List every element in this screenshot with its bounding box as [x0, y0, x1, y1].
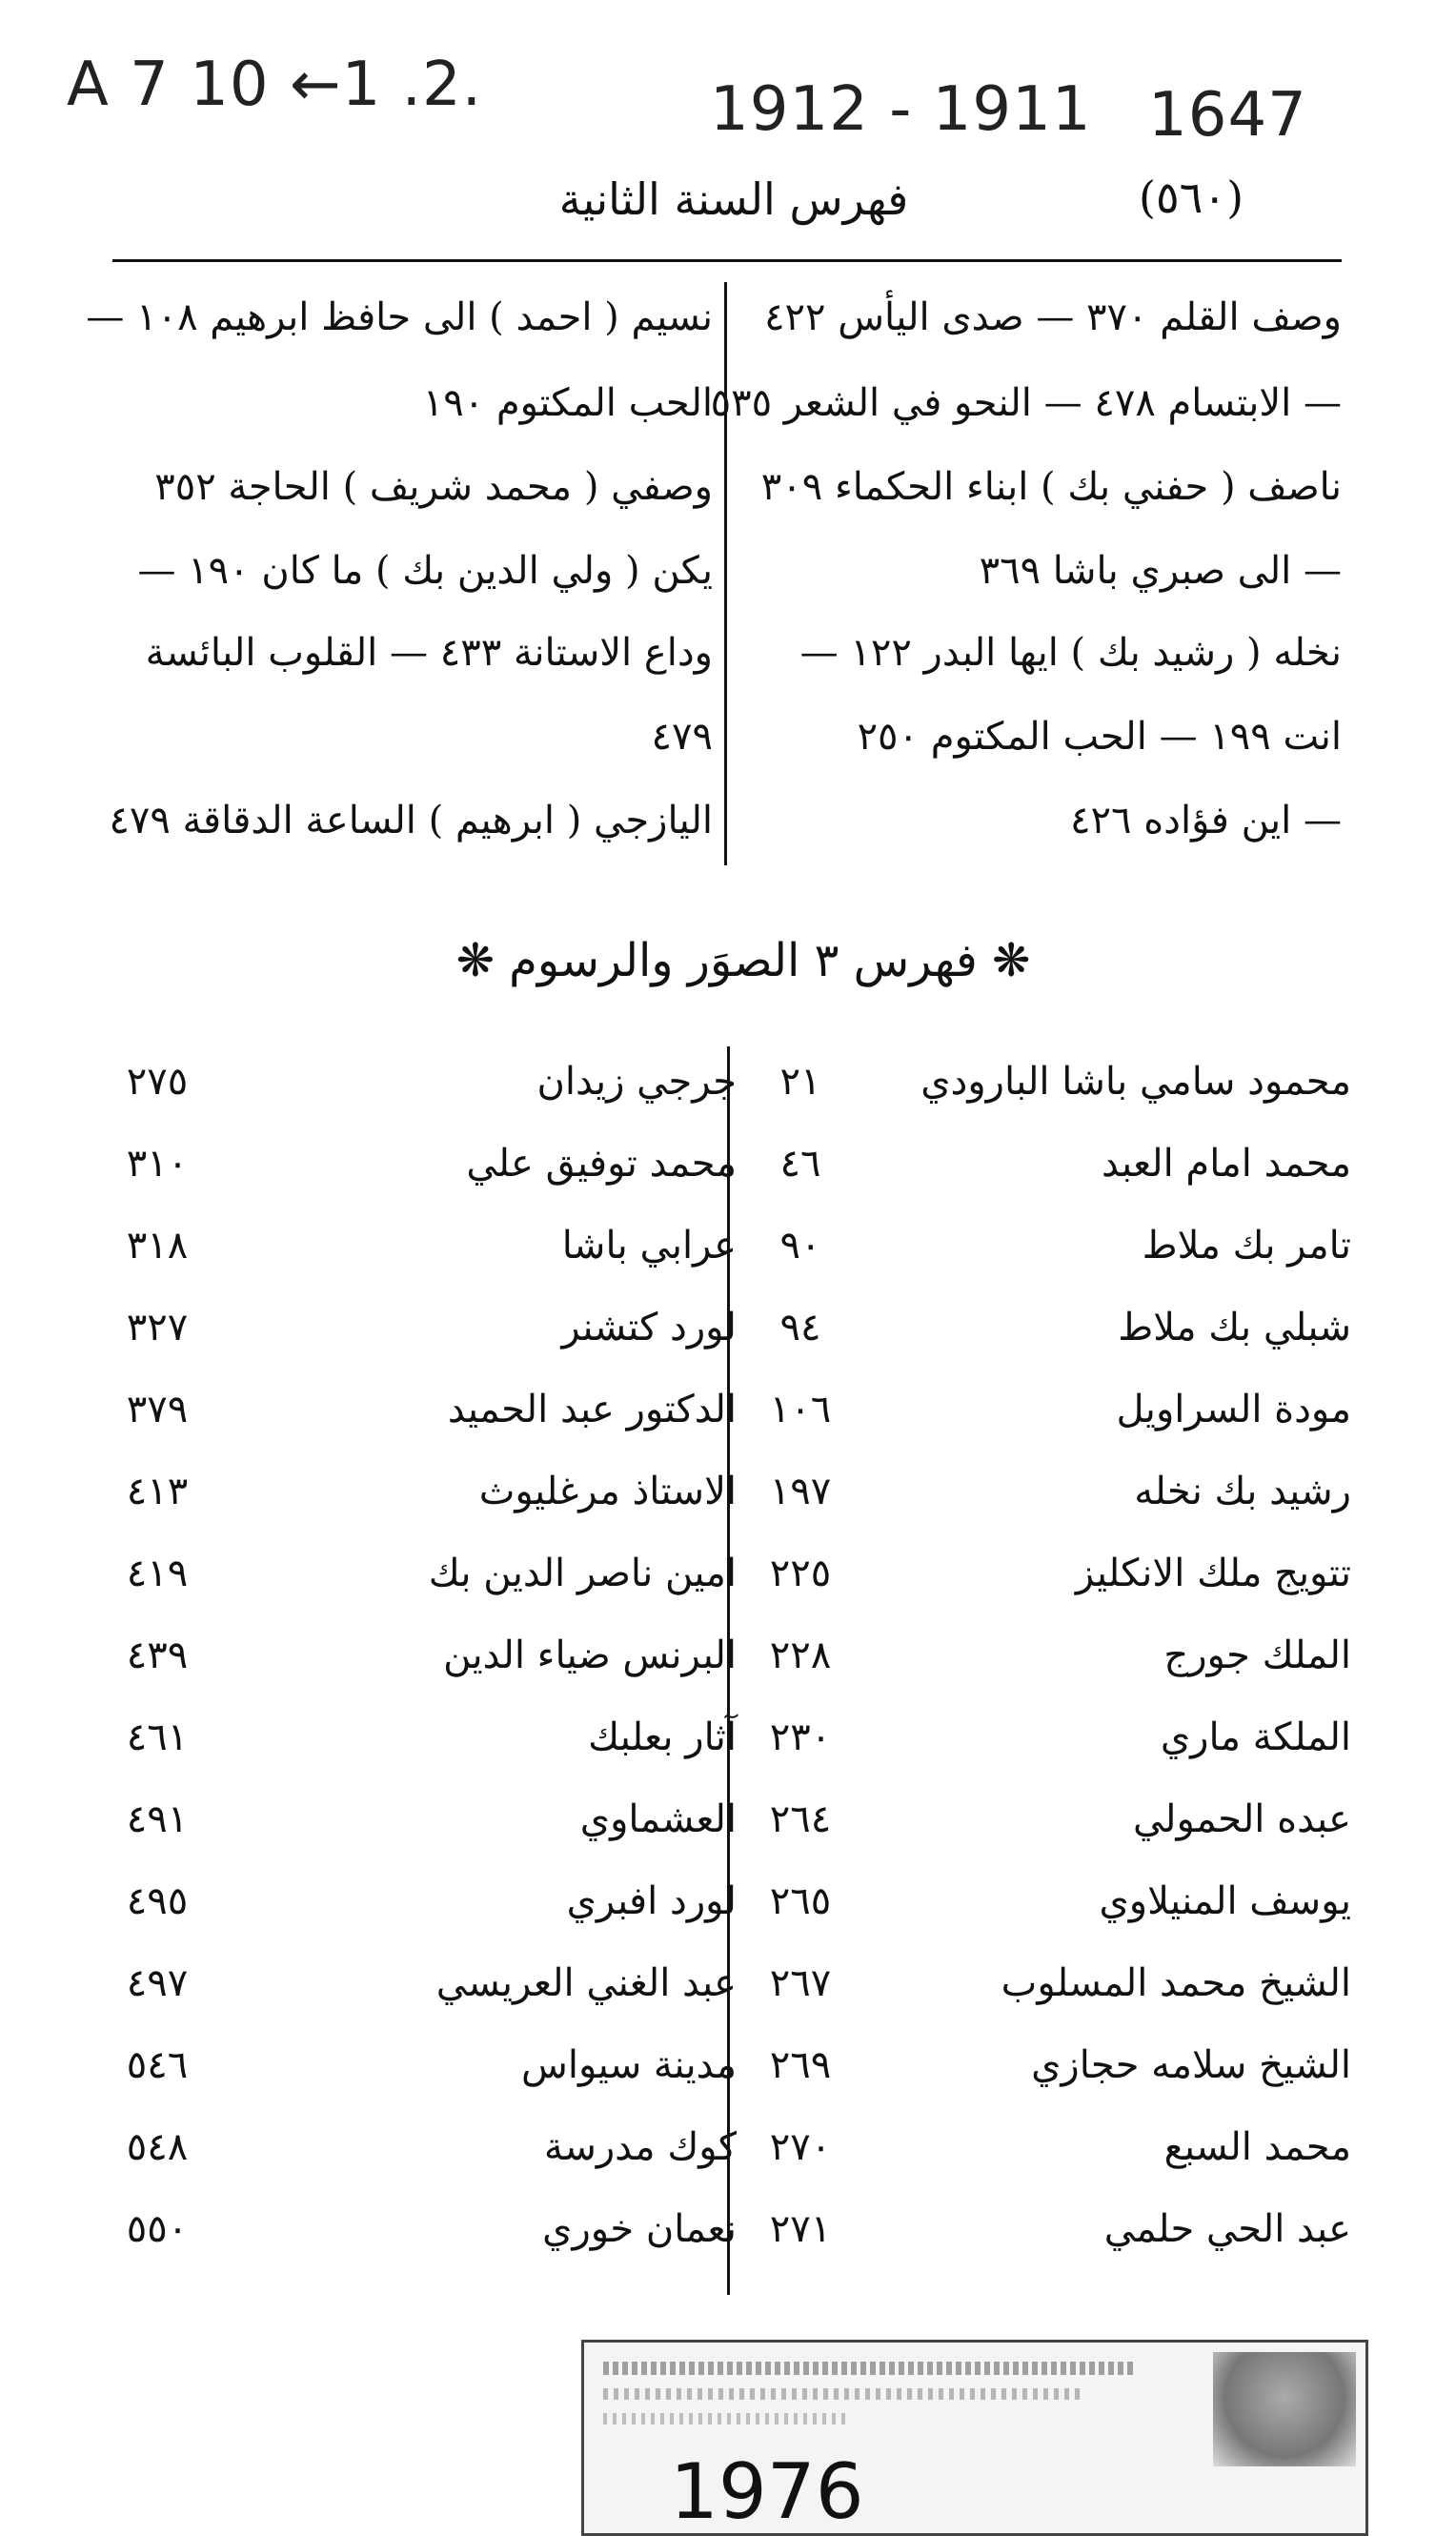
index-row	[0, 1961, 1456, 2041]
index-page: ٥٤٦	[126, 2043, 189, 2087]
index-page: ٢٦٤	[769, 1797, 832, 1841]
index-name: نعمان خوري	[542, 2207, 737, 2251]
toc-line: يكن ( ولي الدين بك ) ما كان ١٩٠ —	[137, 549, 713, 593]
stamp-illegible-print	[603, 2413, 851, 2424]
index-name: محمد توفيق علي	[466, 1142, 737, 1186]
index-row	[0, 1797, 1456, 1877]
index-page: ٥٤٨	[126, 2125, 189, 2169]
toc-line: نسيم ( احمد ) الى حافظ ابرهيم ١٠٨ —	[86, 295, 713, 339]
index-name: جرجي زيدان	[536, 1060, 737, 1104]
index-page: ٤٩٧	[126, 1961, 189, 2005]
index-name: كوك مدرسة	[543, 2125, 737, 2169]
index-name: عبد الغني العريسي	[435, 1961, 737, 2005]
index-row	[0, 1552, 1456, 1632]
index-name: الملك جورج	[1163, 1633, 1351, 1677]
index-page: ٤٩٥	[126, 1879, 189, 1923]
index-name: لورد كتشنر	[561, 1306, 737, 1349]
stamp-emblem-image	[1213, 2352, 1356, 2466]
index-name: امين ناصر الدين بك	[428, 1552, 737, 1595]
index-name: العشماوي	[579, 1797, 737, 1841]
index-row	[0, 1879, 1456, 1959]
index-page: ١٩٧	[769, 1470, 832, 1513]
index-page: ٢٦٩	[769, 2043, 832, 2087]
index-name: تامر بك ملاط	[1142, 1224, 1351, 1268]
stamp-illegible-print	[603, 2388, 1080, 2400]
header-rule	[112, 259, 1342, 262]
index-row	[0, 2125, 1456, 2205]
index-name: مودة السراويل	[1116, 1388, 1351, 1431]
index-name: محمود سامي باشا البارودي	[920, 1060, 1351, 1104]
index-name: مدينة سيواس	[521, 2043, 737, 2087]
index-name: محمد امام العبد	[1102, 1142, 1351, 1186]
toc-column-divider	[724, 282, 727, 865]
index-name: البرنس ضياء الدين	[443, 1633, 737, 1677]
stamp-illegible-print	[603, 2362, 1137, 2375]
index-row	[0, 1470, 1456, 1550]
index-name: عبد الحي حلمي	[1103, 2207, 1351, 2251]
index-page: ٤٦	[779, 1142, 821, 1186]
index-page: ٣١٨	[126, 1224, 189, 1268]
index-page: ٢١	[779, 1060, 821, 1104]
toc-line: انت ١٩٩ — الحب المكتوم ٢٥٠	[857, 715, 1342, 759]
index-page: ٢٧١	[769, 2207, 832, 2251]
index-page: ٢٦٥	[769, 1879, 832, 1923]
index-name: الشيخ سلامه حجازي	[1031, 2043, 1351, 2087]
index-page: ٣٧٩	[126, 1388, 189, 1431]
index-name: رشيد بك نخله	[1134, 1470, 1351, 1513]
index-page: ٢٢٨	[769, 1633, 832, 1677]
index-name: الشيخ محمد المسلوب	[1001, 1961, 1351, 2005]
toc-line: الحب المكتوم ١٩٠	[422, 381, 713, 425]
index-page: ٩٤	[779, 1306, 821, 1349]
index-page: ٢٣٠	[769, 1715, 832, 1759]
toc-line: — الابتسام ٤٧٨ — النحو في الشعر ٥٣٥	[710, 381, 1342, 425]
index-row	[0, 2207, 1456, 2287]
index-name: عبده الحمولي	[1132, 1797, 1351, 1841]
handwritten-catalog-mark: A 7 10 ←1 .2.	[67, 50, 483, 120]
index-name: عرابي باشا	[561, 1224, 737, 1268]
index-row	[0, 1060, 1456, 1140]
index-name: محمد السبع	[1163, 2125, 1351, 2169]
index-row	[0, 1306, 1456, 1386]
index-name: شبلي بك ملاط	[1118, 1306, 1351, 1349]
toc-line: ناصف ( حفني بك ) ابناء الحكماء ٣٠٩	[760, 465, 1342, 509]
stamp-handwritten-number: 1976	[670, 2447, 864, 2536]
handwritten-years: 1912 - 1911	[710, 74, 1092, 145]
index-name: الملكة ماري	[1160, 1715, 1351, 1759]
index-page: ٣١٠	[126, 1142, 189, 1186]
index-name: الدكتور عبد الحميد	[447, 1388, 737, 1431]
index-page: ١٠٦	[769, 1388, 832, 1431]
index-name: يوسف المنيلاوي	[1099, 1879, 1351, 1923]
handwritten-number: 1647	[1148, 80, 1307, 151]
index-page: ٣٢٧	[126, 1306, 189, 1349]
index-page: ٤٦١	[126, 1715, 189, 1759]
index-page: ٢٢٥	[769, 1552, 832, 1595]
index-page: ٤١٩	[126, 1552, 189, 1595]
toc-line: — الى صبري باشا ٣٦٩	[979, 549, 1342, 593]
index-page: ٩٠	[779, 1224, 821, 1268]
library-stamp	[581, 2340, 1368, 2536]
toc-line: — اين فؤاده ٤٢٦	[1070, 799, 1342, 842]
index-page: ٤٩١	[126, 1797, 189, 1841]
index-page: ٢٧٥	[126, 1060, 189, 1104]
index-row	[0, 1633, 1456, 1714]
index-page: ٥٥٠	[126, 2207, 189, 2251]
section-heading: ❋ فهرس ٣ الصوَر والرسوم ❋	[455, 934, 1031, 987]
toc-line: وصف القلم ٣٧٠ — صدى اليأس ٤٢٢	[764, 295, 1342, 339]
index-page: ٢٧٠	[769, 2125, 832, 2169]
toc-line: وصفي ( محمد شريف ) الحاجة ٣٥٢	[154, 465, 713, 509]
index-name: تتويج ملك الانكليز	[1075, 1552, 1351, 1595]
index-name: آثار بعلبك	[588, 1715, 737, 1759]
toc-line: وداع الاستانة ٤٣٣ — القلوب البائسة	[145, 631, 713, 675]
index-page: ٤٣٩	[126, 1633, 189, 1677]
index-name: الاستاذ مرغليوث	[478, 1470, 737, 1513]
index-name: لورد افبري	[566, 1879, 737, 1923]
index-row	[0, 1715, 1456, 1795]
toc-line: نخله ( رشيد بك ) ايها البدر ١٢٢ —	[799, 631, 1342, 675]
index-row	[0, 1142, 1456, 1222]
page-number: (٥٦٠)	[1139, 172, 1244, 223]
index-row	[0, 1388, 1456, 1468]
index-row	[0, 1224, 1456, 1304]
index-page: ٢٦٧	[769, 1961, 832, 2005]
toc-line: ٤٧٩	[651, 715, 713, 759]
index-page: ٤١٣	[126, 1470, 189, 1513]
page-title: فهرس السنة الثانية	[558, 173, 909, 225]
index-row	[0, 2043, 1456, 2123]
toc-line: اليازجي ( ابرهيم ) الساعة الدقاقة ٤٧٩	[109, 799, 713, 842]
